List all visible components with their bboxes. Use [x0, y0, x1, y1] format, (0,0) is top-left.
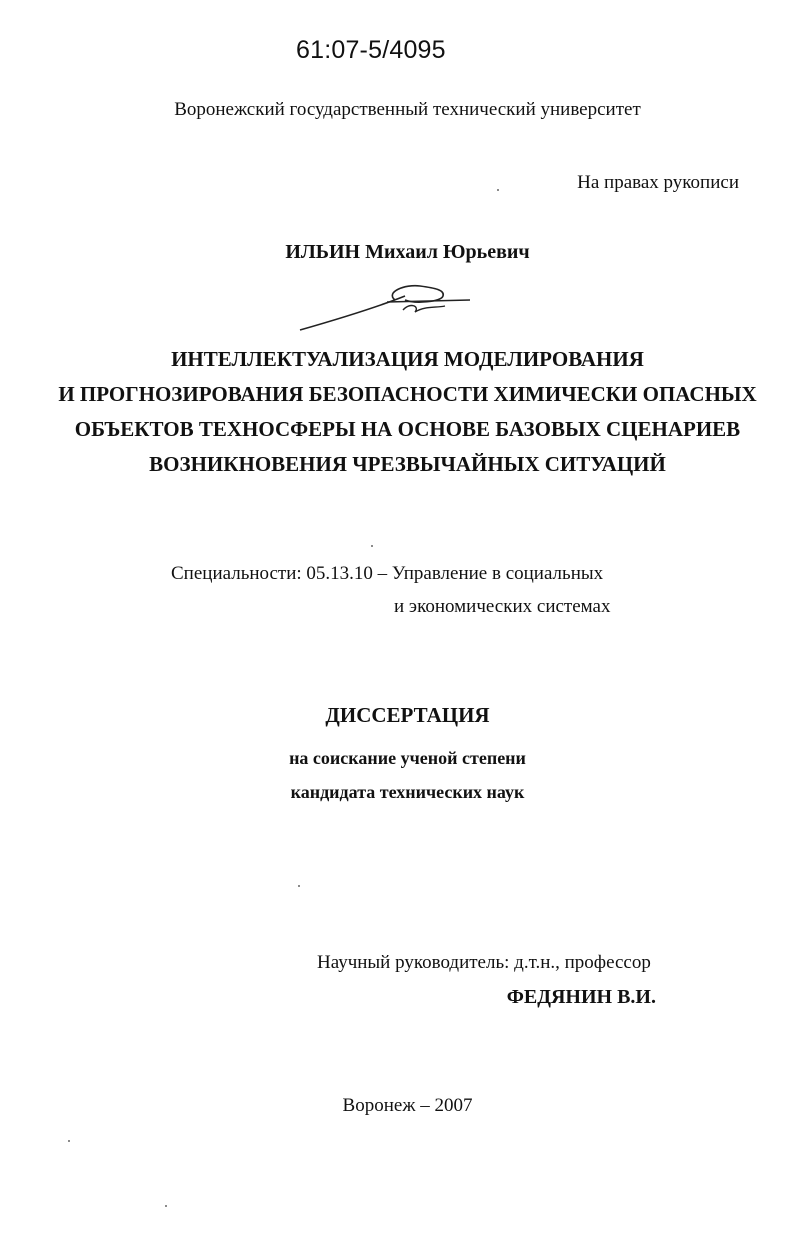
university-name: Воронежский государственный технический университет [174, 99, 641, 120]
dissertation-title [0, 342, 795, 482]
scan-speck [68, 1140, 70, 1142]
supervisor-name: ФЕДЯНИН В.И. [506, 986, 656, 1008]
scan-speck [165, 1205, 167, 1207]
degree-statement [0, 741, 795, 809]
scan-speck [298, 885, 300, 887]
catalog-number: 61:07-5/4095 [296, 36, 446, 64]
scan-speck [371, 545, 373, 547]
scan-speck [497, 189, 499, 191]
title-line-1: ИНТЕЛЛЕКТУАЛИЗАЦИЯ МОДЕЛИРОВАНИЯ [171, 347, 644, 371]
title-line-2: И ПРОГНОЗИРОВАНИЯ БЕЗОПАСНОСТИ ХИМИЧЕСКИ ОПАСНЫХ [58, 382, 757, 406]
specialty-line-1: Специальности: 05.13.10 – Управление в социальных [171, 563, 604, 584]
degree-line-2: кандидата технических наук [290, 782, 525, 802]
author-name: ИЛЬИН Михаил Юрьевич [285, 241, 530, 263]
degree-line-1: на соискание ученой степени [289, 748, 526, 768]
manuscript-rights-note: На правах рукописи [577, 172, 739, 193]
title-line-3: ОБЪЕКТОВ ТЕХНОСФЕРЫ НА ОСНОВЕ БАЗОВЫХ СЦЕНАРИЕВ [74, 417, 741, 441]
author-signature [295, 280, 475, 335]
document-type-heading: ДИССЕРТАЦИЯ [325, 703, 490, 727]
city-year: Воронеж – 2007 [342, 1095, 473, 1116]
title-line-4: ВОЗНИКНОВЕНИЯ ЧРЕЗВЫЧАЙНЫХ СИТУАЦИЙ [149, 452, 666, 476]
supervisor-label: Научный руководитель: д.т.н., профессор [317, 952, 651, 973]
specialty-line-2: и экономических системах [394, 596, 611, 617]
